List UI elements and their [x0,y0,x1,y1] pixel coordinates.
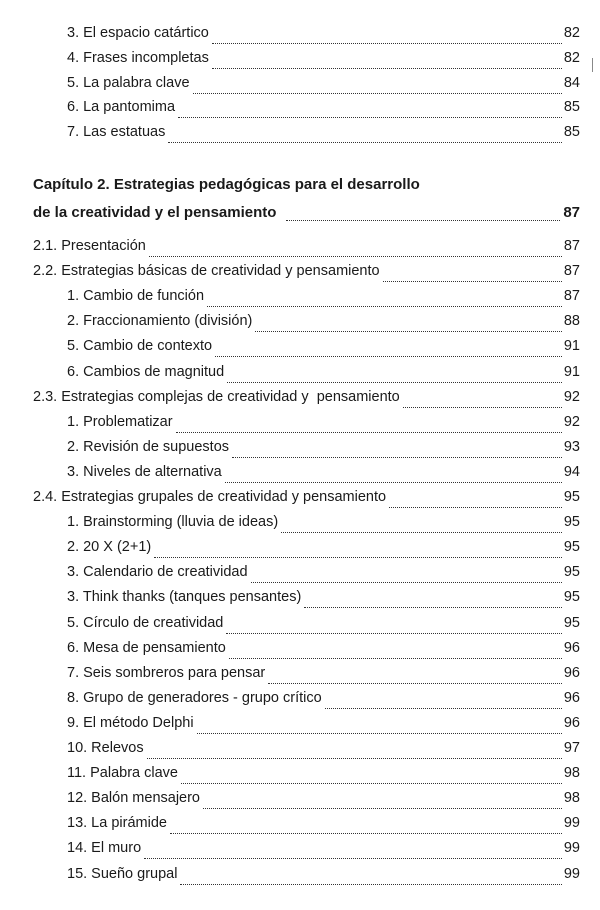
toc-entry-page-number: 85 [563,124,580,140]
dot-leader [225,482,562,483]
toc-entry-page-number: 98 [563,765,580,781]
toc-entry [0,615,600,639]
toc-entry-page-number: 87 [563,288,580,304]
toc-entry-label: 8. Grupo de generadores - grupo crítico [67,690,322,706]
dot-leader [180,884,561,885]
toc-entry [0,740,600,764]
toc-entry-label: 6. Cambios de magnitud [67,364,225,380]
dot-leader [170,833,562,834]
toc-entry [0,690,600,714]
toc-entry [0,815,600,839]
dot-leader [304,607,562,608]
toc-entry [0,263,600,287]
toc-entry-label: 2.1. Presentación [33,238,146,254]
toc-entry-page-number: 95 [563,615,580,631]
toc-entry [0,414,600,438]
toc-entry [0,539,600,563]
dot-leader [154,557,562,558]
toc-entry [0,338,600,362]
toc-entry-page-number: 97 [563,740,580,756]
toc-entry-label: 6. Mesa de pensamiento [67,640,226,656]
dot-leader [389,507,562,508]
dot-leader [383,281,562,282]
dot-leader [197,733,562,734]
toc-entry-page-number: 96 [563,690,580,706]
toc-entry [0,640,600,664]
toc-entry [0,124,600,148]
toc-entry-page-number: 91 [563,364,580,380]
dot-leader [168,142,562,143]
toc-entry-label: 13. La pirámide [67,815,167,831]
toc-entry-page-number: 87 [563,263,580,279]
toc-entry-page-number: 93 [563,439,580,455]
toc-entry-page-number: 95 [563,514,580,530]
toc-entry-page-number: 95 [563,489,580,505]
chapter-title-line1: Capítulo 2. Estrategias pedagógicas para el desarrollo [33,176,420,193]
toc-entry-page-number: 96 [563,640,580,656]
toc-entry-label: 1. Problematizar [67,414,173,430]
toc-entry [0,840,600,864]
toc-entry [0,589,600,613]
chapter-page-number: 87 [563,204,580,221]
dot-leader [193,93,562,94]
toc-entry-page-number: 87 [563,238,580,254]
toc-entry-label: 2.2. Estrategias básicas de creatividad y pensamiento [33,263,380,279]
toc-entry-page-number: 84 [563,75,580,91]
toc-entry [0,99,600,123]
toc-entry [0,564,600,588]
toc-entry [0,439,600,463]
toc-entry-label: 7. Las estatuas [67,124,166,140]
toc-entry [0,790,600,814]
toc-entry-label: 2.4. Estrategias grupales de creatividad y pensamiento [33,489,387,505]
toc-entry-page-number: 96 [563,665,580,681]
toc-entry-page-number: 92 [563,414,580,430]
toc-entry-page-number: 88 [563,313,580,329]
dot-leader [227,382,562,383]
toc-entry-page-number: 82 [563,25,580,41]
toc-entry-label: 1. Cambio de función [67,288,205,304]
toc-entry-label: 3. Think thanks (tanques pensantes) [67,589,302,605]
toc-entry [0,715,600,739]
dot-leader [232,457,562,458]
toc-entry [0,313,600,337]
dot-leader [229,658,562,659]
toc-entry [0,866,600,890]
toc-entry-label: 11. Palabra clave [67,765,178,781]
chapter-title-line2: de la creatividad y el pensamiento [33,204,277,221]
toc-entry-label: 14. El muro [67,840,142,856]
dot-leader [203,808,562,809]
toc-entry-label: 4. Frases incompletas [67,50,209,66]
chapter-heading [33,171,580,227]
toc-entry-label: 3. Calendario de creatividad [67,564,248,580]
toc-entry-label: 2.3. Estrategias complejas de creatividad y pensamiento [33,389,400,405]
toc-entry-label: 9. El método Delphi [67,715,194,731]
dot-leader [281,532,562,533]
toc-entry [0,75,600,99]
toc-entry [0,389,600,413]
toc-entry [0,288,600,312]
toc-entry-label: 2. Revisión de supuestos [67,439,230,455]
toc-entry-page-number: 98 [563,790,580,806]
dot-leader [325,708,562,709]
toc-entry-label: 1. Brainstorming (lluvia de ideas) [67,514,279,530]
toc-entry-label: 5. Círculo de creatividad [67,615,224,631]
toc-entry-page-number: 85 [563,99,580,115]
dot-leader [212,43,562,44]
toc-entry [0,464,600,488]
dot-leader [176,432,562,433]
dot-leader [207,306,562,307]
dot-leader [251,582,562,583]
toc-entry [0,489,600,513]
toc-entry-page-number: 99 [563,840,580,856]
dot-leader [403,407,562,408]
toc-entry-page-number: 92 [563,389,580,405]
toc-entry-label: 2. 20 X (2+1) [67,539,152,555]
dot-leader [286,220,560,221]
toc-entry-page-number: 99 [563,815,580,831]
dot-leader [181,783,562,784]
dot-leader [268,683,562,684]
toc-entry [0,25,600,49]
toc-entry-page-number: 99 [563,866,580,882]
toc-entry-label: 15. Sueño grupal [67,866,178,882]
toc-entry [0,765,600,789]
toc-entry-page-number: 96 [563,715,580,731]
toc-entry [0,50,600,74]
toc-entry-label: 10. Relevos [67,740,144,756]
dot-leader [149,256,562,257]
toc-entry [0,364,600,388]
toc-entry-label: 3. El espacio catártico [67,25,209,41]
toc-entry-label: 7. Seis sombreros para pensar [67,665,266,681]
toc-entry-label: 5. Cambio de contexto [67,338,213,354]
toc-entry-label: 2. Fraccionamiento (división) [67,313,253,329]
dot-leader [178,117,562,118]
toc-entry-page-number: 91 [563,338,580,354]
dot-leader [255,331,562,332]
dot-leader [215,356,562,357]
toc-entry-page-number: 95 [563,564,580,580]
toc-entry-page-number: 95 [563,589,580,605]
dot-leader [147,758,562,759]
toc-entry [0,665,600,689]
toc-entry [0,238,600,262]
dot-leader [226,633,562,634]
toc-entry-label: 6. La pantomima [67,99,176,115]
toc-entry-label: 12. Balón mensajero [67,790,200,806]
dot-leader [212,68,562,69]
toc-entry-page-number: 94 [563,464,580,480]
toc-entry-label: 3. Niveles de alternativa [67,464,222,480]
toc-entry-page-number: 82 [563,50,580,66]
dot-leader [144,858,562,859]
toc-entry [0,514,600,538]
toc-entry-page-number: 95 [563,539,580,555]
toc-entry-label: 5. La palabra clave [67,75,190,91]
